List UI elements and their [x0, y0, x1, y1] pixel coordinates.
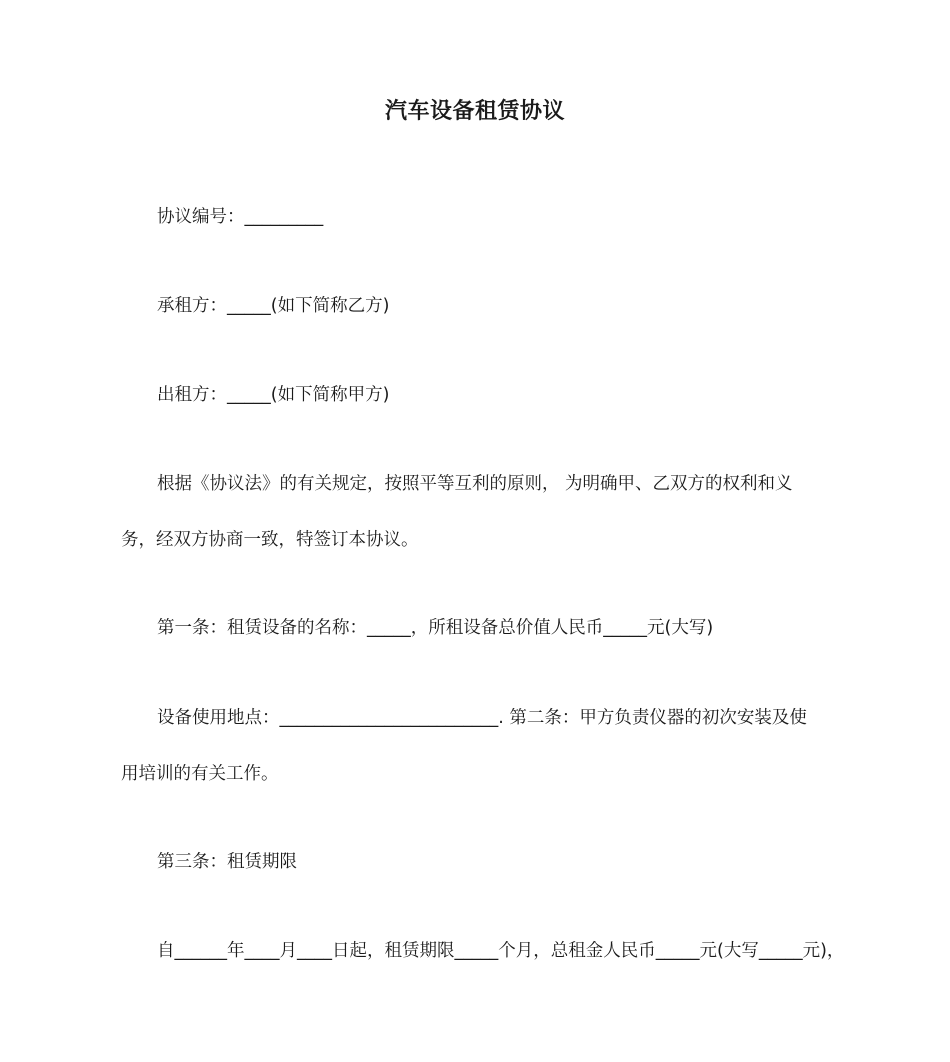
preamble-line-2: 务，经双方协商一致，特签订本协议。	[121, 530, 419, 550]
preamble-paragraph	[121, 456, 833, 568]
agreement-number-line: 协议编号：_________	[157, 207, 324, 227]
preamble-line-1: 根据《协议法》的有关规定，按照平等互利的原则， 为明确甲、乙双方的权利和义	[157, 474, 793, 494]
article-2-paragraph	[121, 690, 833, 802]
lessor-line: 出租方：_____(如下简称甲方)	[157, 385, 390, 405]
article-1-line: 第一条：租赁设备的名称：_____，所租设备总价值人民币_____元(大写)	[157, 618, 714, 638]
document-title: 汽车设备租赁协议	[384, 99, 565, 124]
article-2-line-1: 设备使用地点：_________________________. 第二条：甲方负责仪器的初次安装及使	[157, 708, 807, 728]
article-3-heading: 第三条：租赁期限	[157, 852, 297, 872]
article-2-line-2: 用培训的有关工作。	[121, 764, 279, 784]
lessee-line: 承租方：_____(如下简称乙方)	[157, 296, 390, 316]
article-3-term-line: 自______年____月____日起，租赁期限_____个月，总租金人民币_____元(大写_____元)，	[157, 941, 845, 961]
